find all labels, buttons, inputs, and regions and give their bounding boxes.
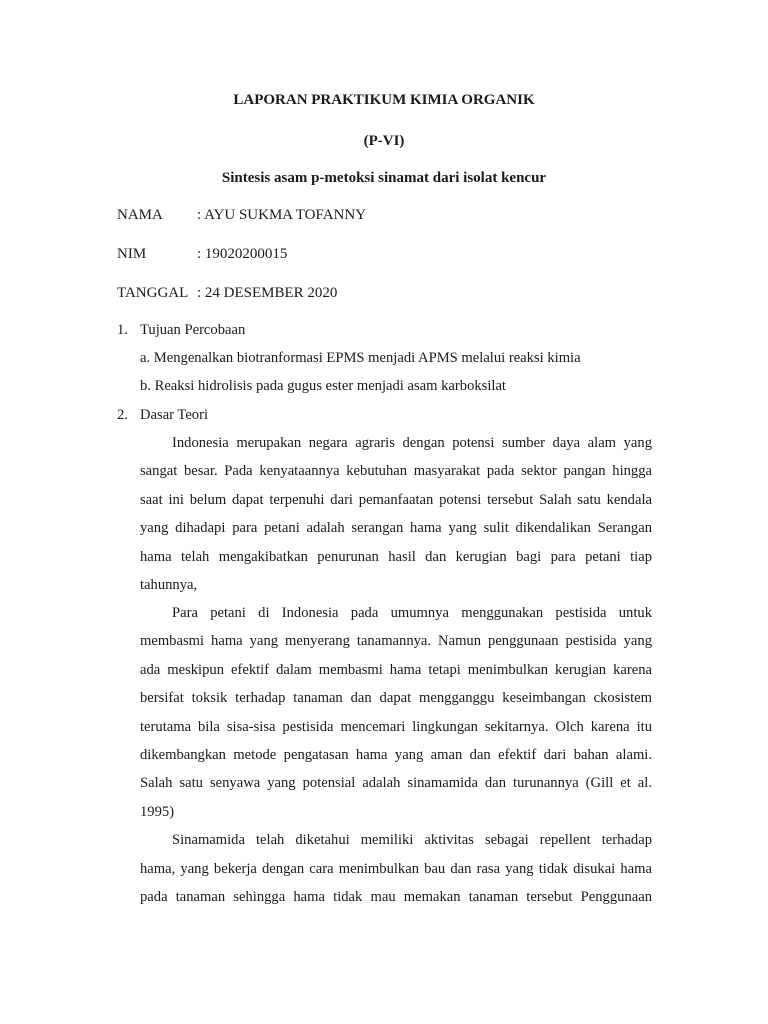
paragraph-line: hama, yang bekerja dengan cara menimbulkan bau dan rasa yang tidak disukai hama [140, 861, 652, 877]
objective-a: a. Mengenalkan biotranformasi EPMS menjadi APMS melalui reaksi kimia [140, 350, 581, 366]
tanggal-label: TANGGAL [117, 285, 189, 301]
nama-value: : AYU SUKMA TOFANNY [197, 207, 367, 223]
paragraph-line: 1995) [140, 804, 175, 820]
paragraph-line: yang dihadapi para petani adalah serangan hama yang sulit dikendalikan Serangan [140, 520, 652, 536]
paragraph-line: saat ini belum dapat terpenuhi dari pemanfaatan potensi tersebut Salah satu kendala [140, 492, 652, 508]
nama-label: NAMA [117, 207, 163, 223]
paragraph-line: terutama bila sisa-sisa pestisida mencemari lingkungan sekitarnya. Olch karena itu [140, 719, 652, 735]
section-2-title: Dasar Teori [140, 407, 209, 423]
paragraph-line: pada tanaman sehingga hama tidak mau memakan tanaman tersebut Penggunaan [140, 889, 652, 905]
paragraph-line: Indonesia merupakan negara agraris dengan potensi sumber daya alam yang [172, 435, 652, 451]
paragraph-line: ada meskipun efektif dalam membasmi hama tetapi menimbulkan kerugian karena [140, 662, 652, 678]
paragraph-line: Para petani di Indonesia pada umumnya menggunakan pestisida untuk [172, 605, 652, 621]
report-title: LAPORAN PRAKTIKUM KIMIA ORGANIK [233, 92, 535, 108]
paragraph-line: bersifat toksik terhadap tanaman dan dapat mengganggu keseimbangan ckosistem [140, 690, 652, 706]
tanggal-row [117, 285, 337, 302]
nim-label: NIM [117, 246, 147, 262]
objective-b: b. Reaksi hidrolisis pada gugus ester menjadi asam karboksilat [140, 378, 506, 394]
paragraph-line: hama telah mengakibatkan penurunan hasil dan kerugian bagi para petani tiap [140, 549, 652, 565]
section-1-number: 1. [117, 322, 128, 338]
report-code: (P-VI) [363, 133, 405, 149]
nim-row [117, 246, 287, 263]
section-1-title: Tujuan Percobaan [140, 322, 246, 338]
nama-row [117, 207, 366, 224]
section-2-number: 2. [117, 407, 128, 423]
paragraph-line: dikembangkan metode pengatasan hama yang aman dan efektif dari bahan alami. [140, 747, 652, 763]
nim-value: : 19020200015 [197, 246, 288, 262]
paragraph-line: tahunnya, [140, 577, 198, 593]
report-subtitle: Sintesis asam p-metoksi sinamat dari isolat kencur [221, 170, 547, 186]
paragraph-line: Sinamamida telah diketahui memiliki aktivitas sebagai repellent terhadap [172, 832, 652, 848]
paragraph-line: membasmi hama yang menyerang tanamannya. Namun penggunaan pestisida yang [140, 633, 652, 649]
paragraph-line: Salah satu senyawa yang potensial adalah sinamamida dan turunannya (Gill et al. [140, 775, 652, 791]
paragraph-line: sangat besar. Pada kenyataannya kebutuhan masyarakat pada sektor pangan hingga [140, 463, 652, 479]
tanggal-value: : 24 DESEMBER 2020 [197, 285, 338, 301]
